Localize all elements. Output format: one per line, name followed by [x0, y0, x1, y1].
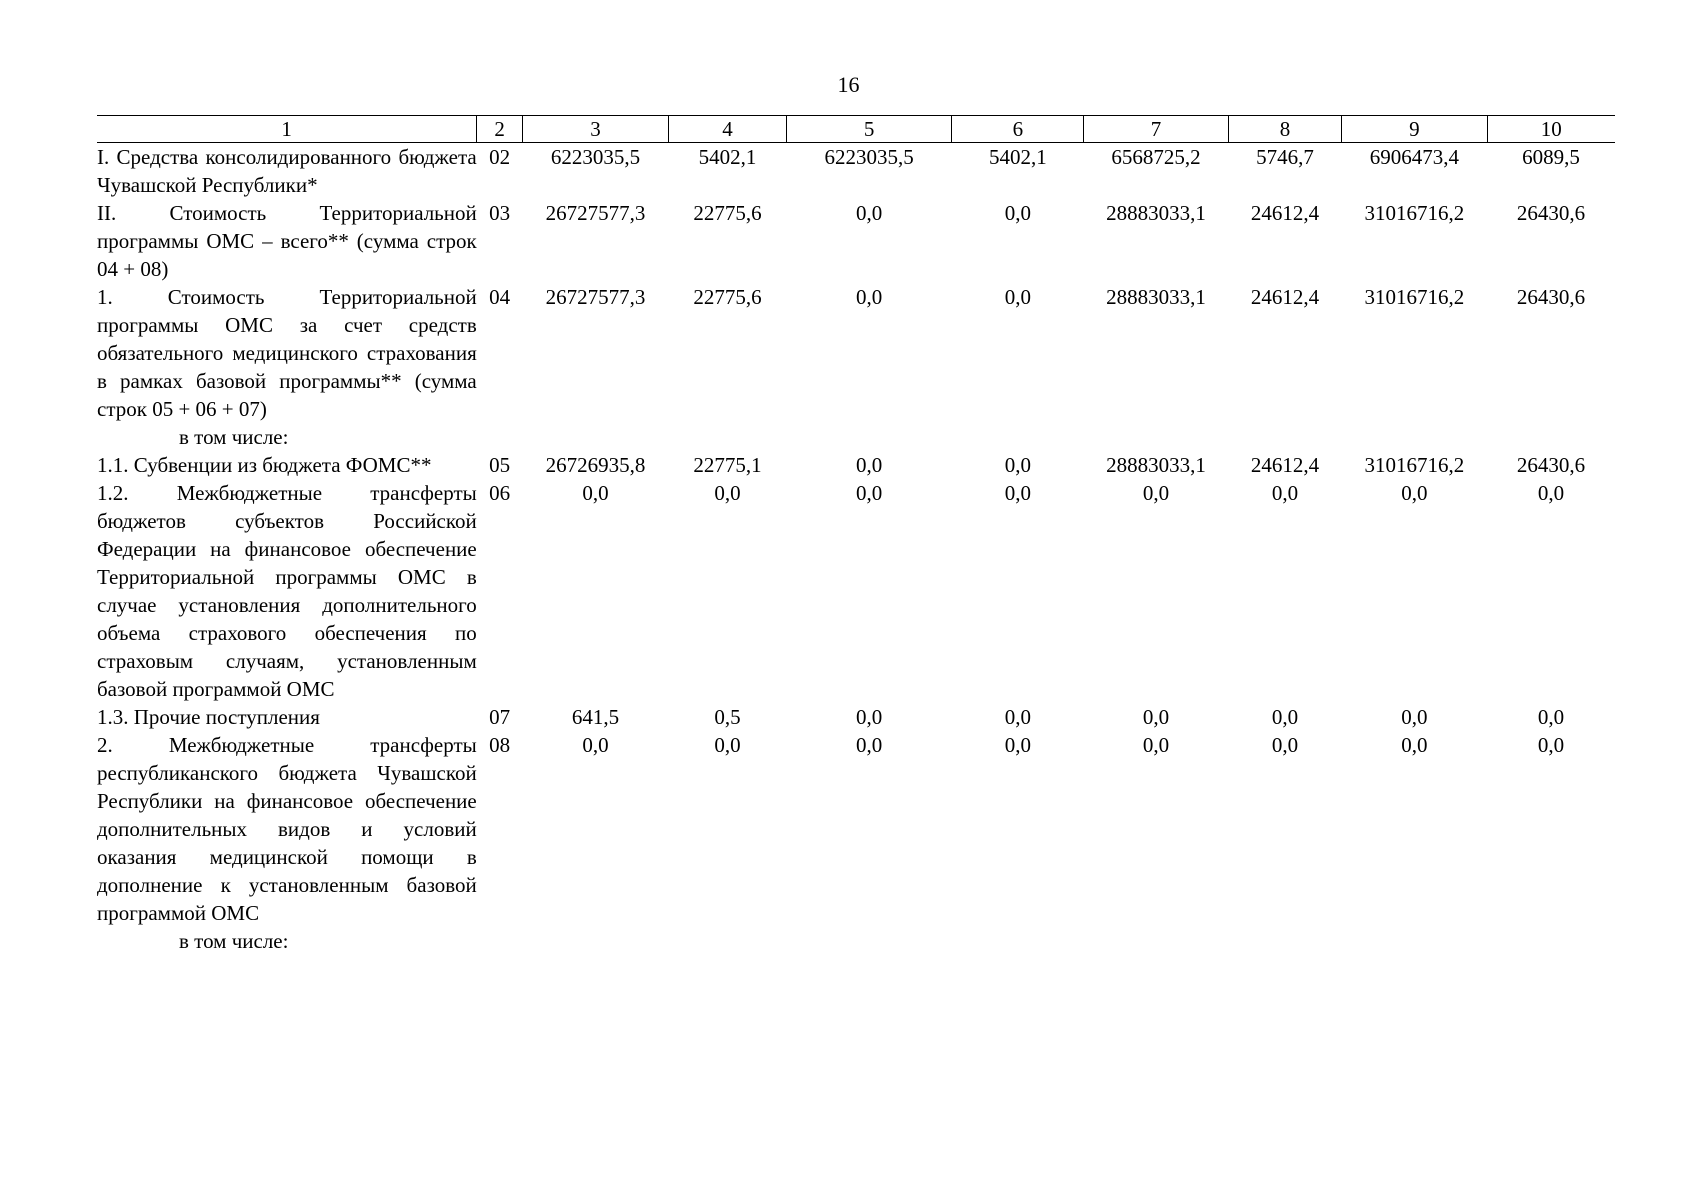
row-code: 03 — [489, 201, 511, 225]
row-code: 08 — [489, 733, 511, 757]
table-row — [97, 423, 1615, 451]
row-description: 1. Стоимость Территориальной программы ОМС за счет средств обязательного медицинского страхования в рамках базовой программы** (сумма строк 05 + 06 + 07) — [97, 285, 477, 421]
row-value: 0,0 — [1401, 733, 1428, 757]
row-value: 0,0 — [856, 201, 883, 225]
row-value: 6223035,5 — [550, 145, 641, 169]
row-value: 5746,7 — [1256, 145, 1314, 169]
row-code — [477, 423, 523, 451]
row-value: 0,0 — [1401, 705, 1428, 729]
table-row — [97, 451, 1615, 479]
row-value — [1487, 927, 1615, 955]
row-value: 0,0 — [1537, 733, 1565, 757]
row-value: 6568725,2 — [1111, 145, 1201, 169]
row-value: 22775,1 — [693, 453, 762, 477]
row-value: 0,0 — [1271, 733, 1299, 757]
row-value — [522, 423, 668, 451]
row-value: 31016716,2 — [1364, 285, 1465, 309]
row-description: в том числе: — [179, 929, 289, 953]
row-value — [786, 927, 952, 955]
row-code: 04 — [489, 285, 511, 309]
table-row — [97, 199, 1615, 283]
row-description: в том числе: — [179, 425, 289, 449]
row-value — [1228, 927, 1342, 955]
row-code: 02 — [489, 145, 511, 169]
column-header: 3 — [522, 116, 668, 143]
row-value: 28883033,1 — [1106, 453, 1206, 477]
row-value: 0,0 — [1537, 481, 1565, 505]
row-value: 0,0 — [1004, 453, 1032, 477]
row-value: 31016716,2 — [1364, 453, 1465, 477]
row-value: 0,0 — [714, 481, 741, 505]
row-value — [786, 423, 952, 451]
column-header: 9 — [1342, 116, 1487, 143]
column-number-header-row — [97, 116, 1615, 143]
column-header: 5 — [786, 116, 952, 143]
row-value: 0,0 — [1142, 481, 1170, 505]
row-value: 0,0 — [856, 733, 883, 757]
row-value: 0,0 — [1271, 481, 1299, 505]
row-value: 24612,4 — [1250, 201, 1320, 225]
row-code: 07 — [489, 705, 511, 729]
row-value: 31016716,2 — [1364, 201, 1465, 225]
row-value: 0,0 — [1004, 201, 1032, 225]
row-description: I. Средства консолидированного бюджета Чувашской Республики* — [97, 145, 477, 197]
row-value: 0,0 — [714, 733, 741, 757]
row-value: 5402,1 — [698, 145, 757, 169]
row-value: 26430,6 — [1516, 285, 1586, 309]
row-value: 0,0 — [1004, 733, 1032, 757]
row-value: 22775,6 — [693, 201, 762, 225]
row-value: 28883033,1 — [1106, 285, 1206, 309]
row-value: 0,0 — [1271, 705, 1299, 729]
row-value: 0,0 — [582, 481, 609, 505]
row-value: 26430,6 — [1516, 201, 1586, 225]
row-description: 1.2. Межбюджетные трансферты бюджетов субъектов Российской Федерации на финансовое обеспечение Территориальной программы ОМС в случае установления дополнительного объема страхового обеспечения по страховым случаям, установленным базовой программой ОМС — [97, 481, 477, 701]
row-value: 0,0 — [1142, 705, 1170, 729]
row-value — [952, 423, 1084, 451]
table-row — [97, 703, 1615, 731]
row-value: 24612,4 — [1250, 285, 1320, 309]
row-value: 26727577,3 — [545, 201, 646, 225]
row-value: 0,0 — [1537, 705, 1565, 729]
row-value — [952, 927, 1084, 955]
row-value: 26430,6 — [1516, 453, 1586, 477]
column-header: 6 — [952, 116, 1084, 143]
row-code — [477, 927, 523, 955]
row-value: 6223035,5 — [824, 145, 914, 169]
table-row — [97, 927, 1615, 955]
row-value: 0,5 — [714, 705, 741, 729]
row-value: 0,0 — [856, 481, 883, 505]
row-description: 2. Межбюджетные трансферты республиканского бюджета Чувашской Республики на финансовое обеспечение дополнительных видов и условий оказания медицинской помощи в дополнение к установленным базовой программой ОМС — [97, 733, 477, 925]
column-header: 4 — [669, 116, 787, 143]
row-value — [1342, 423, 1487, 451]
row-value: 24612,4 — [1250, 453, 1320, 477]
column-header: 10 — [1487, 116, 1615, 143]
row-value: 0,0 — [856, 705, 883, 729]
column-header: 1 — [97, 116, 477, 143]
row-value: 0,0 — [1004, 285, 1032, 309]
row-value: 0,0 — [1401, 481, 1428, 505]
row-value — [669, 927, 787, 955]
row-description: II. Стоимость Территориальной программы ОМС – всего** (сумма строк 04 + 08) — [97, 201, 477, 281]
row-description: 1.3. Прочие поступления — [97, 705, 320, 729]
row-value: 6089,5 — [1522, 145, 1580, 169]
table-row — [97, 143, 1615, 200]
row-code: 06 — [489, 481, 511, 505]
row-value — [1084, 423, 1228, 451]
row-value: 0,0 — [1004, 705, 1032, 729]
row-value — [1487, 423, 1615, 451]
row-value: 26727577,3 — [545, 285, 646, 309]
table-row — [97, 283, 1615, 423]
row-value: 0,0 — [1004, 481, 1032, 505]
row-code: 05 — [489, 453, 511, 477]
page-number: 16 — [837, 72, 860, 97]
row-value: 6906473,4 — [1369, 145, 1460, 169]
table-row — [97, 479, 1615, 703]
row-value: 26726935,8 — [545, 453, 646, 477]
row-value: 641,5 — [571, 705, 620, 729]
row-value: 28883033,1 — [1106, 201, 1206, 225]
row-value — [522, 927, 668, 955]
row-value: 0,0 — [856, 453, 883, 477]
column-header: 7 — [1084, 116, 1228, 143]
row-description: 1.1. Субвенции из бюджета ФОМС** — [97, 453, 432, 477]
row-value: 0,0 — [856, 285, 883, 309]
table-body — [97, 143, 1615, 956]
row-value — [1084, 927, 1228, 955]
column-header: 2 — [477, 116, 523, 143]
table-row — [97, 731, 1615, 927]
row-value — [1228, 423, 1342, 451]
column-header: 8 — [1228, 116, 1342, 143]
row-value: 0,0 — [582, 733, 609, 757]
row-value — [1342, 927, 1487, 955]
row-value: 5402,1 — [989, 145, 1047, 169]
row-value: 22775,6 — [693, 285, 762, 309]
row-value: 0,0 — [1142, 733, 1170, 757]
budget-table — [97, 115, 1615, 955]
row-value — [669, 423, 787, 451]
